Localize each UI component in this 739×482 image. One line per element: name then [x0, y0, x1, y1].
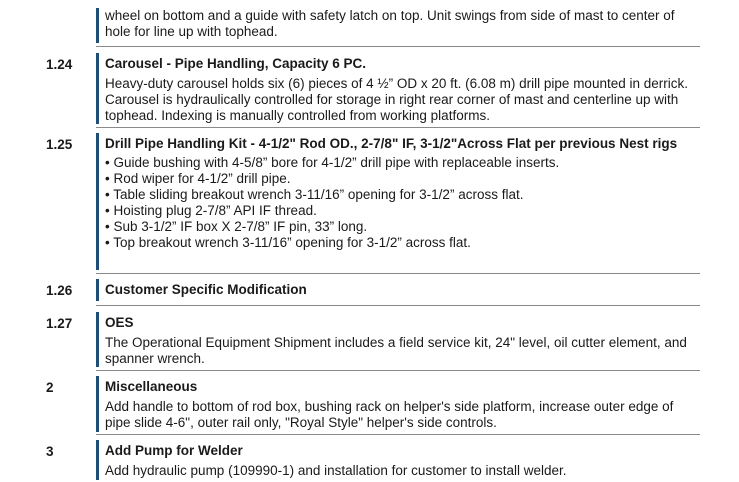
bullet-item: • Top breakout wrench 3-11/16” opening for 3-1/2” across flat.	[105, 235, 471, 250]
section-divider	[96, 46, 700, 47]
section-body	[96, 53, 700, 124]
section-body	[96, 376, 700, 432]
section-text: The Operational Equipment Shipment includes a field service kit, 24" level, oil cutter element, and spanner wrench.	[105, 335, 687, 366]
section-body	[96, 279, 700, 301]
section-title: Drill Pipe Handling Kit - 4-1/2" Rod OD., 2-7/8" IF, 3-1/2"Across Flat per previous Nest rigs	[105, 136, 678, 151]
section-title: Customer Specific Modification	[105, 282, 307, 297]
section-text: wheel on bottom and a guide with safety latch on top. Unit swings from side of mast to center of hole for line up with tophead.	[105, 8, 675, 39]
section-title: Carousel - Pipe Handling, Capacity 6 PC.	[105, 56, 367, 71]
section-text: Add hydraulic pump (109990-1) and installation for customer to install welder.	[105, 463, 567, 478]
section-title: Add Pump for Welder	[105, 443, 243, 458]
section-divider	[96, 127, 700, 128]
section-title: OES	[105, 315, 134, 330]
section-divider	[96, 434, 700, 435]
section-body	[96, 312, 700, 367]
section-divider	[96, 305, 700, 306]
bullet-item: • Rod wiper for 4-1/2” drill pipe.	[105, 171, 291, 186]
bullet-item: • Hoisting plug 2-7/8” API IF thread.	[105, 203, 317, 218]
section-divider	[96, 273, 700, 274]
section-text: Heavy-duty carousel holds six (6) pieces of 4 ½” OD x 20 ft. (6.08 m) drill pipe mounted in derrick. Carousel is hydraulically controlled for storage in right rear corner of mast and centerline up with tophead. Indexing is manually controlled from working platforms.	[105, 76, 688, 123]
section-text: Add handle to bottom of rod box, bushing rack on helper's side platform, increase outer edge of pipe slide 4-6", outer rail only, "Royal Style" helper's side controls.	[105, 399, 674, 430]
bullet-item: • Sub 3-1/2” IF box X 2-7/8” IF pin, 33” long.	[105, 219, 368, 234]
section-body	[96, 8, 700, 43]
section-body	[96, 440, 700, 480]
section-number: 1.26	[46, 283, 73, 298]
bullet-item: • Guide bushing with 4-5/8” bore for 4-1/2” drill pipe with replaceable inserts.	[105, 155, 560, 170]
section-divider	[96, 370, 700, 371]
bullet-list	[105, 155, 700, 251]
bullet-item: • Table sliding breakout wrench 3-11/16” opening for 3-1/2” across flat.	[105, 187, 524, 202]
section-number: 2	[46, 380, 54, 395]
section-number: 1.25	[46, 137, 73, 152]
section-number: 1.24	[46, 57, 73, 72]
section-number: 1.27	[46, 316, 73, 331]
section-body	[96, 133, 700, 270]
section-number: 3	[46, 444, 54, 459]
section-title: Miscellaneous	[105, 379, 198, 394]
